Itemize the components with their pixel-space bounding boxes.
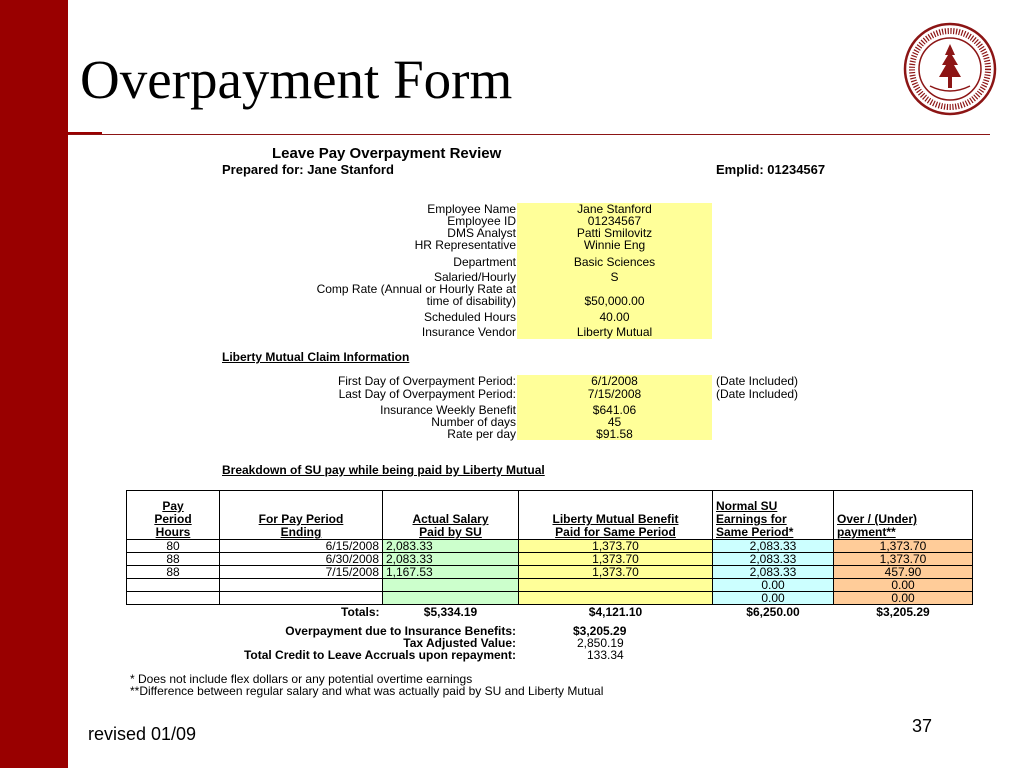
table-row [127, 592, 973, 605]
cell-hours: 80 [127, 540, 220, 553]
cell-over: 0.00 [834, 592, 973, 605]
claim-label: Rate per day [447, 427, 516, 441]
claim-note: (Date Included) [716, 387, 799, 401]
cell-over: 457.90 [834, 566, 973, 579]
column-header-pay-hours: Pay Period Hours [127, 491, 220, 540]
column-header-actual-salary: Actual Salary Paid by SU [383, 491, 519, 540]
field-value: Patti Smilovitz [576, 226, 653, 240]
claim-label: Insurance Weekly Benefit [380, 403, 516, 417]
table-header-row [127, 491, 973, 540]
claim-label: First Day of Overpayment Period: [337, 374, 516, 388]
claim-label: Number of days [431, 415, 516, 429]
cell-salary: 2,083.33 [383, 540, 519, 553]
summary-value: 2,850.19 [577, 636, 624, 650]
form-heading: Leave Pay Overpayment Review [272, 145, 502, 162]
slide-title: Overpayment Form [80, 49, 513, 110]
field-value: 40.00 [599, 310, 630, 324]
summary-label: Total Credit to Leave Accruals upon repayment: [243, 648, 516, 662]
claim-heading: Liberty Mutual Claim Information [222, 350, 410, 364]
cell-normal: 2,083.33 [713, 540, 834, 553]
cell-over: 0.00 [834, 579, 973, 592]
totals-salary: $5,334.19 [423, 605, 478, 619]
totals-spacer [127, 605, 220, 620]
claim-value: 7/15/2008 [587, 387, 642, 401]
cell-ending [220, 579, 383, 592]
field-label: Employee ID [447, 214, 516, 228]
cell-normal: 0.00 [713, 579, 834, 592]
cell-benefit: 1,373.70 [519, 540, 713, 553]
field-value: S [610, 270, 619, 284]
field-label: time of disability) [426, 294, 516, 308]
field-label: Department [453, 255, 516, 269]
cell-ending: 6/15/2008 [220, 540, 383, 553]
totals-row [127, 605, 973, 620]
cell-normal: 2,083.33 [713, 566, 834, 579]
summary-value: 133.34 [587, 648, 624, 662]
totals-over: $3,205.29 [876, 605, 930, 619]
field-value: Jane Stanford [577, 202, 652, 216]
cell-salary: 2,083.33 [383, 553, 519, 566]
prepared-for: Prepared for: Jane Stanford [222, 162, 394, 177]
cell-ending [220, 592, 383, 605]
field-label: Insurance Vendor [421, 325, 516, 339]
table-row [127, 579, 973, 592]
cell-benefit [519, 592, 713, 605]
field-label: Comp Rate (Annual or Hourly Rate at [316, 282, 516, 296]
field-value: 01234567 [587, 214, 642, 228]
cell-ending: 7/15/2008 [220, 566, 383, 579]
column-header-lm-benefit: Liberty Mutual Benefit Paid for Same Period [519, 491, 713, 540]
cell-over: 1,373.70 [834, 553, 973, 566]
footnote: **Difference between regular salary and what was actually paid by SU and Liberty Mutual [130, 684, 604, 698]
field-label: Scheduled Hours [423, 310, 516, 324]
totals-label: Totals: [341, 605, 380, 619]
cell-benefit: 1,373.70 [519, 553, 713, 566]
field-value: $50,000.00 [584, 294, 645, 308]
claim-label: Last Day of Overpayment Period: [338, 387, 516, 401]
footnote: * Does not include flex dollars or any potential overtime earnings [130, 672, 473, 686]
claim-note: (Date Included) [716, 374, 799, 388]
revision-footer: revised 01/09 [88, 724, 197, 744]
summary-label: Overpayment due to Insurance Benefits: [285, 624, 516, 638]
cell-normal: 0.00 [713, 592, 834, 605]
field-label: DMS Analyst [447, 226, 516, 240]
breakdown-heading: Breakdown of SU pay while being paid by Liberty Mutual [222, 463, 545, 477]
totals-normal: $6,250.00 [746, 605, 800, 619]
table-row [127, 566, 973, 579]
totals-benefit: $4,121.10 [588, 605, 643, 619]
claim-value: 45 [607, 415, 622, 429]
cell-hours: 88 [127, 566, 220, 579]
cell-salary: 1,167.53 [383, 566, 519, 579]
cell-benefit: 1,373.70 [519, 566, 713, 579]
field-value: Basic Sciences [573, 255, 656, 269]
field-label: Salaried/Hourly [433, 270, 516, 284]
cell-hours [127, 592, 220, 605]
field-label: HR Representative [414, 238, 516, 252]
cell-salary [383, 579, 519, 592]
field-value: Liberty Mutual [576, 325, 653, 339]
cell-hours: 88 [127, 553, 220, 566]
cell-over: 1,373.70 [834, 540, 973, 553]
summary-label: Tax Adjusted Value: [403, 636, 516, 650]
summary-value: $3,205.29 [573, 624, 627, 638]
cell-ending: 6/30/2008 [220, 553, 383, 566]
breakdown-table [126, 490, 973, 619]
cell-hours [127, 579, 220, 592]
claim-value: $641.06 [592, 403, 637, 417]
table-row [127, 553, 973, 566]
page-number: 37 [912, 716, 933, 736]
claim-value: 6/1/2008 [591, 374, 638, 388]
column-header-period-ending: For Pay Period Ending [220, 491, 383, 540]
emplid: Emplid: 01234567 [716, 162, 826, 177]
field-value: Winnie Eng [583, 238, 646, 252]
column-header-over-under: Over / (Under) payment** [834, 491, 973, 540]
table-row [127, 540, 973, 553]
column-header-normal-su: Normal SU Earnings for Same Period* [713, 491, 834, 540]
cell-benefit [519, 579, 713, 592]
claim-value: $91.58 [596, 427, 633, 441]
cell-normal: 2,083.33 [713, 553, 834, 566]
cell-salary [383, 592, 519, 605]
field-label: Employee Name [427, 202, 516, 216]
